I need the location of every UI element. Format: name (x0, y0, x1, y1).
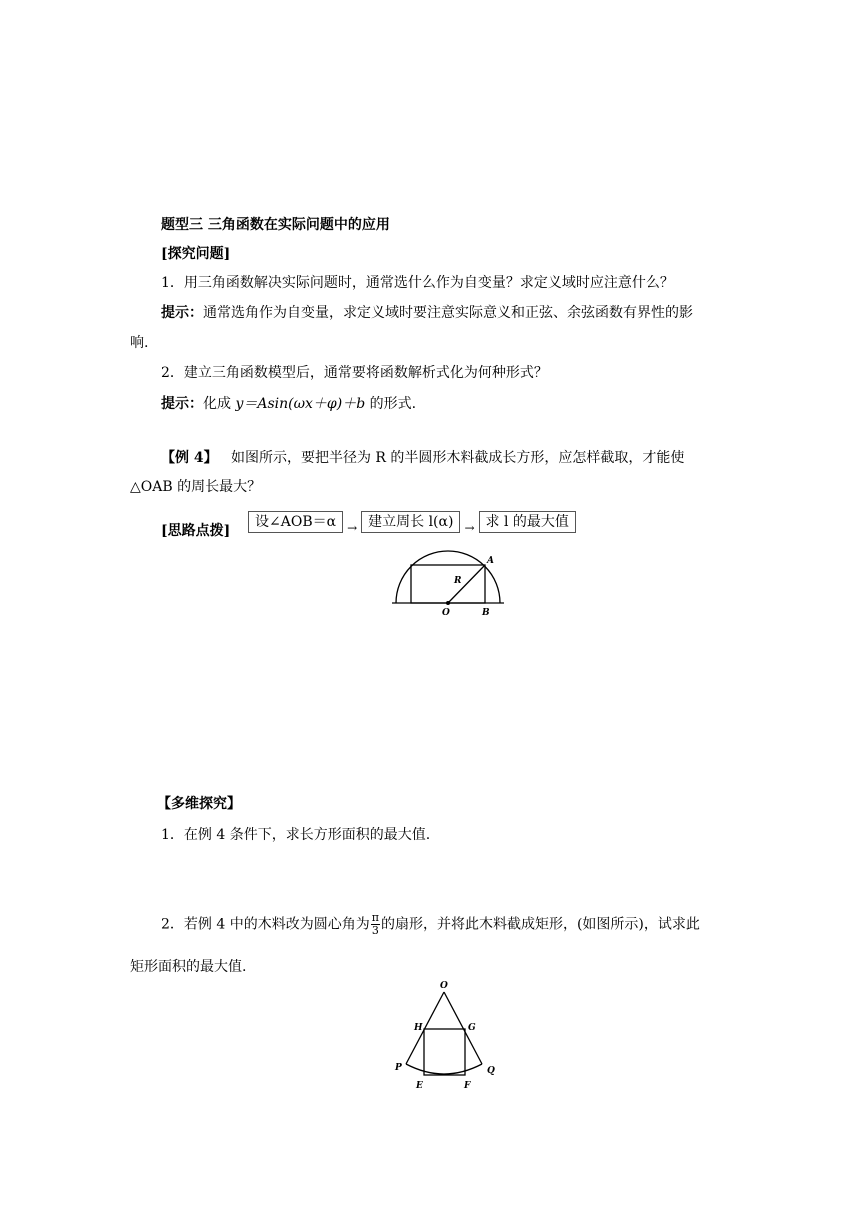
thinking-flow (248, 511, 576, 535)
pi-over-3-fraction (371, 912, 380, 937)
hint-2-suffix: 的形式. (365, 396, 417, 412)
example-text: 如图所示，要把半径为 R 的半圆形木料截成长方形，应怎样截取，才能使 (230, 450, 685, 466)
fig2-label-h: H (414, 1023, 423, 1033)
flow-arrow-icon: → (464, 521, 475, 535)
hint-2-prefix: 化成 (203, 396, 236, 412)
section-title: 题型三 三角函数在实际问题中的应用 (161, 217, 390, 233)
hint-label: 提示： (161, 305, 203, 321)
fig2-label-o: O (440, 981, 448, 991)
explore-heading: [探究问题] (161, 246, 231, 262)
m2-prefix: 2．若例 4 中的木料改为圆心角为 (161, 916, 370, 933)
hint-2-formula: y＝Asin(ωx＋φ)＋b (235, 396, 366, 412)
example-4-continued: △OAB 的周长最大？ (130, 479, 262, 495)
hint-label-2: 提示： (161, 396, 203, 412)
hint-1-text: 通常选角作为自变量，求定义域时要注意实际意义和正弦、余弦函数有界性的影 (203, 305, 693, 321)
fig1-label-r: R (454, 576, 462, 586)
flow-step-3: 求 l 的最大值 (479, 511, 576, 533)
question-1: 1．用三角函数解决实际问题时，通常选什么作为自变量？求定义域时应注意什么？ (161, 275, 674, 291)
fig2-label-e: E (416, 1081, 423, 1091)
multi-question-2 (161, 912, 700, 937)
flow-step-1: 设∠AOB＝α (248, 511, 343, 533)
fraction-numerator: π (371, 911, 379, 924)
semicircle-figure (388, 545, 508, 620)
fig1-label-b: B (482, 608, 490, 618)
example-label: 【例 4】 (161, 450, 218, 466)
question-2: 2．建立三角函数模型后，通常要将函数解析式化为何种形式？ (161, 365, 548, 381)
fraction-denominator: 3 (371, 924, 379, 937)
fig1-label-a: A (487, 556, 494, 566)
example-4 (161, 448, 684, 468)
thinking-label: [思路点拨] (161, 523, 231, 539)
fig2-label-q: Q (487, 1066, 495, 1076)
m2-suffix: 的扇形，并将此木料截成矩形，(如图所示)，试求此 (380, 916, 700, 933)
fig2-label-g: G (468, 1023, 476, 1033)
hint-2 (161, 394, 416, 414)
fig2-label-f: F (464, 1081, 471, 1091)
fig2-label-p: P (395, 1063, 402, 1073)
hint-1 (161, 303, 693, 323)
fig1-label-o: O (442, 608, 450, 618)
multi-heading: 【多维探究】 (157, 796, 241, 812)
sector-figure (388, 978, 508, 1103)
multi-question-2-continued: 矩形面积的最大值. (130, 959, 247, 975)
flow-step-2: 建立周长 l(α) (361, 511, 460, 533)
flow-arrow-icon: → (347, 521, 358, 535)
multi-question-1: 1．在例 4 条件下，求长方形面积的最大值. (161, 827, 431, 843)
hint-1-continued: 响. (130, 335, 149, 351)
